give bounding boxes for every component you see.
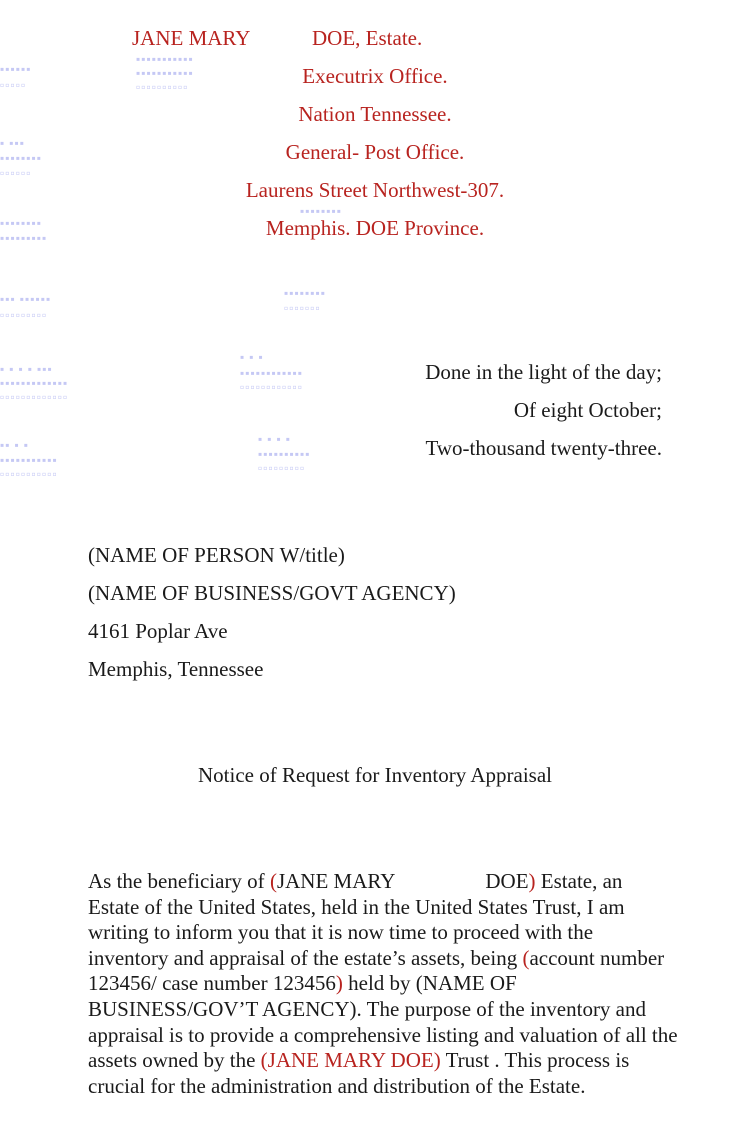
date-line-1: Done in the light of the day;	[425, 360, 662, 384]
body-bracket: )	[528, 869, 536, 893]
body-text: As the beneficiary of	[88, 869, 270, 893]
body-account-number: account number 123456/ case number 123456	[88, 945, 665, 996]
notice-title: Notice of Request for Inventory Appraisal	[198, 763, 552, 787]
body-text: held by (NAME OF BUSINESS/GOV’T AGENCY). The purpose of the inventory and appraisal is to provide a comprehensive listing and valuation of all the assets owned by the	[88, 971, 678, 1073]
body-bracket: (	[522, 945, 530, 970]
recipient-city: Memphis, Tennessee	[88, 657, 264, 681]
body-bracket: )	[433, 1048, 441, 1073]
recipient-agency: (NAME OF BUSINESS/GOVT AGENCY)	[88, 581, 456, 605]
body-name-first: JANE MARY	[276, 869, 396, 893]
header-office: Executrix Office.	[302, 64, 448, 88]
header-name-first: JANE MARY	[132, 26, 251, 50]
body-text: Estate, an Estate of the United States, held in the United States Trust, I am writing to inform you that it is now time to proceed with the inventory and appraisal of the estate’s assets, being	[88, 869, 625, 970]
date-line-2: Of eight October;	[513, 398, 662, 422]
body-paragraph	[88, 869, 678, 1099]
body-bracket: )	[335, 971, 343, 996]
body-bracket: (	[260, 1048, 268, 1073]
body-text: Trust . This process is crucial for the administration and distribution of the Estate.	[88, 1048, 630, 1098]
header-post-office: General- Post Office.	[285, 140, 465, 164]
recipient-name: (NAME OF PERSON W/title)	[88, 543, 345, 567]
header-street: Laurens Street Northwest-307.	[245, 178, 505, 202]
recipient-street: 4161 Poplar Ave	[88, 619, 228, 643]
header-name-last: DOE, Estate.	[312, 26, 423, 50]
date-line-3: Two-thousand twenty-three.	[425, 436, 662, 460]
body-name-last: DOE	[485, 869, 529, 893]
header-province: Memphis. DOE Province.	[265, 216, 485, 240]
body-bracket: (	[269, 869, 277, 893]
body-trust-name: JANE MARY DOE	[267, 1048, 434, 1073]
header-nation: Nation Tennessee.	[298, 102, 452, 126]
